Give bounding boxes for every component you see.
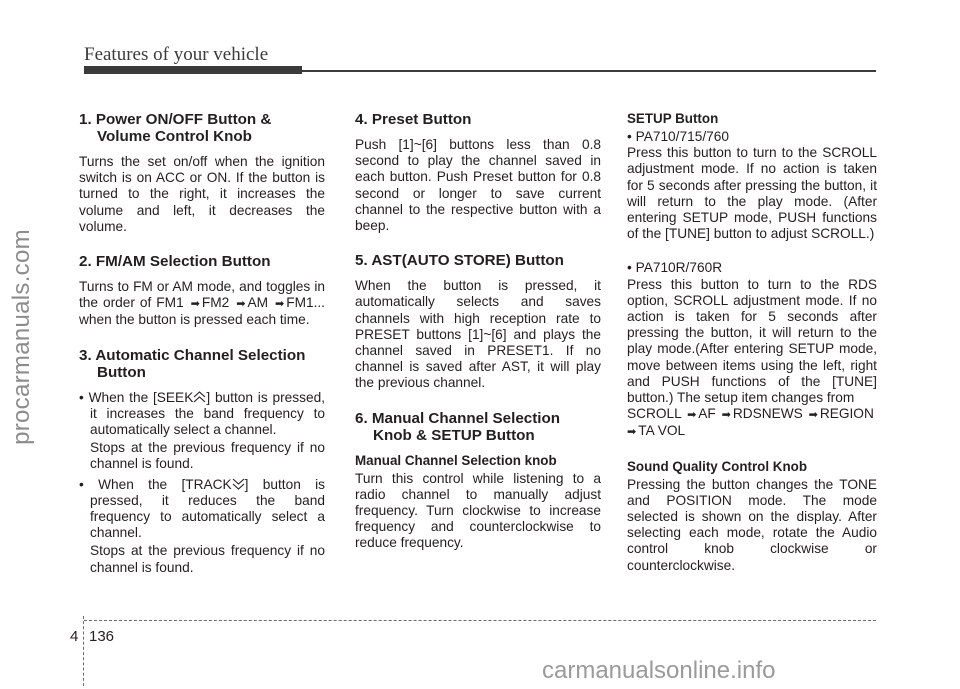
section-5-heading: 5. AST(AUTO STORE) Button: [355, 252, 564, 270]
arrow-right-icon: ➡: [190, 298, 200, 311]
arrow-right-icon: ➡: [687, 409, 697, 422]
section-6-heading: 6. Manual Channel Selection Knob & SETUP Button: [355, 409, 561, 444]
seek-bullet-note: Stops at the previous frequency if no channel is found.: [90, 440, 325, 472]
section-2-heading: 2. FM/AM Selection Button: [79, 253, 271, 271]
arrow-right-icon: ➡: [274, 298, 285, 311]
chain-af: AF: [698, 406, 716, 422]
sound-quality-body: Pressing the button changes the TONE and POSITION mode. The mode selected is shown on the display. After selecting each mode, rotate the Audio control knob clockwise or counterclockwise.: [627, 476, 877, 573]
sound-quality-heading: Sound Quality Control Knob: [627, 458, 808, 474]
model-2-body: Press this button to turn to the RDS option, SCROLL adjustment mode. If no action is taken for 5 seconds after pressing the button, it will return to the play mode.(After entering SETUP mode, move between items using the left, right and PUSH functions of the [TUNE] button.) The setup item changes from: [627, 276, 877, 406]
track-bullet-note: Stops at the previous frequency if no channel is found.: [90, 543, 325, 575]
track-bullet-text-b: ] button is pressed, it reduces the band frequency to automatically select a channel.: [90, 476, 325, 541]
header-rule-thin: [302, 70, 876, 72]
column-2: [355, 111, 601, 570]
chapter-number: 4: [70, 628, 79, 645]
section-4-body: Push [1]~[6] buttons less than 0.8 second to play the channel saved in each button. Push Preset button for 0.8 second or longer to save current channel to the respective button with a beep.: [355, 137, 601, 234]
arrow-right-icon: ➡: [236, 298, 246, 311]
seek-bullet-text-a: • When the [SEEK: [79, 389, 194, 405]
footer-dashed-rule: [84, 620, 876, 621]
arrow-right-icon: ➡: [721, 409, 731, 422]
model-bullet-2: • PA710R/760R: [627, 260, 723, 276]
fm2-label: FM2: [201, 295, 230, 311]
arrow-right-icon: ➡: [808, 409, 818, 422]
section-4-heading: 4. Preset Button: [355, 111, 472, 128]
section-2-text-a: Turns to FM or AM mode, and toggles in the order of FM1: [79, 279, 325, 311]
track-bullet-text-a: • When the [TRACK: [79, 476, 232, 492]
section-6-body: Turn this control while listening to a radio channel to manually adjust frequency. Turn clockwise to increase frequency and counterclockwise to reduce frequency.: [355, 470, 601, 551]
am-label: AM: [247, 295, 268, 311]
bottom-watermark: carmanualsonline.info: [542, 657, 776, 684]
page-header-title: Features of your vehicle: [84, 44, 269, 65]
column-1: [79, 111, 325, 580]
section-2-body: [79, 279, 325, 329]
side-watermark-text: procarmanuals.com: [8, 229, 36, 445]
header-rule-thick: [84, 66, 302, 74]
section-1-body: Turns the set on/off when the ignition switch is on ACC or ON. If the button is turned to the right, it increases the volume and left, it decreases the volume.: [79, 154, 325, 234]
section-1-heading: 1. Power ON/OFF Button & Volume Control Knob: [79, 111, 272, 145]
footer-dashed-divider: [83, 616, 84, 686]
chain-rdsnews: RDSNEWS: [732, 406, 803, 422]
fm1-label: FM1...: [286, 295, 325, 311]
arrow-right-icon: ➡: [627, 426, 637, 439]
chain-ta-vol: TA VOL: [638, 423, 686, 439]
chain-region: REGION: [819, 406, 874, 422]
side-watermark: [1, 222, 43, 452]
model-1-body: Press this button to turn to the SCROLL adjustment mode. If no action is taken for 5 seconds after pressing the button, it will return to the play mode. (After entering SETUP mode, PUSH functions of the [TUNE] button to adjust SCROLL.): [627, 145, 877, 242]
chain-scroll: SCROLL: [627, 406, 682, 422]
seek-bullet-text-b: ] button is pressed, it increases the band frequency to automatically select a channel.: [90, 389, 325, 438]
section-3-heading: 3. Automatic Channel Selection Button: [79, 346, 306, 381]
section-6-subheading: Manual Channel Selection knob: [355, 452, 557, 468]
setup-button-heading: SETUP Button: [627, 111, 719, 126]
page-number: 136: [89, 628, 115, 645]
track-bullet: [79, 477, 325, 542]
setup-item-chain: [627, 406, 877, 440]
seek-up-icon: [193, 391, 206, 403]
column-3: [627, 111, 877, 592]
seek-bullet: [79, 390, 325, 439]
model-bullet-1: • PA710/715/760: [627, 129, 729, 144]
section-5-body: When the button is pressed, it automatically selects and saves channels with high reception rate to PRESET buttons [1]~[6] and plays the channel saved in PRESET1. If no channel is saved after AST, it will play the previous channel.: [355, 278, 601, 391]
section-2-text-b: when the button is pressed each time.: [79, 312, 310, 328]
track-down-icon: [232, 478, 245, 490]
